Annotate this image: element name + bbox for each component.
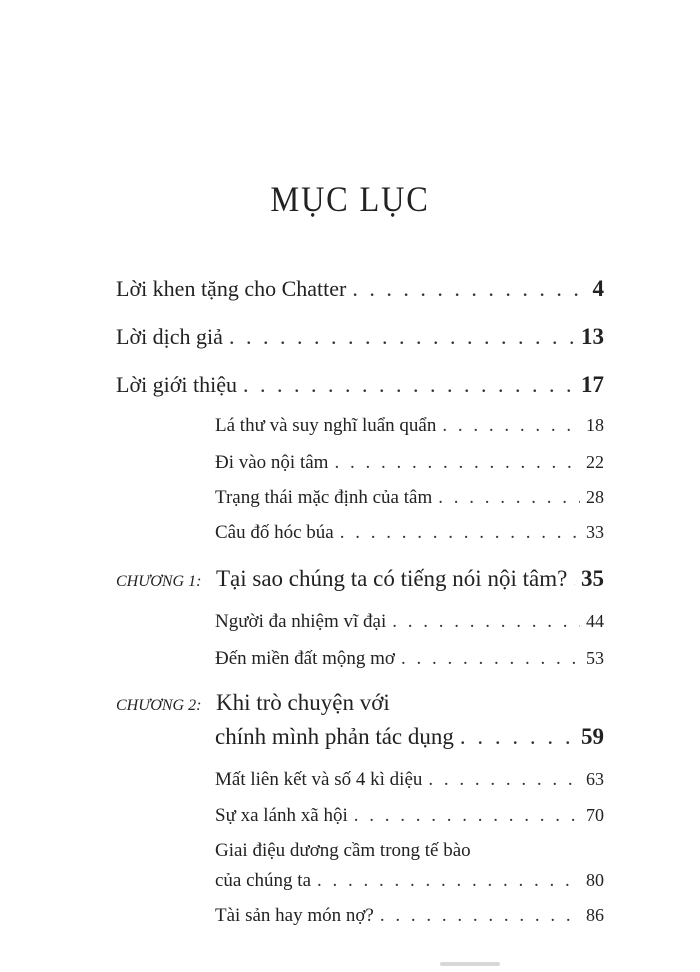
toc-entry xyxy=(116,276,604,302)
chapter-label: CHƯƠNG 2: xyxy=(116,697,202,714)
toc-entry-page: 33 xyxy=(586,522,604,542)
dot-leader xyxy=(460,724,575,750)
dot-leader xyxy=(392,611,580,633)
toc-subentry xyxy=(215,805,604,827)
toc-subentry-continuation xyxy=(215,870,604,892)
toc-entry-title: Đến miền đất mộng mơ xyxy=(215,648,395,669)
toc-entry-title: Tại sao chúng ta có tiếng nói nội tâm? xyxy=(216,566,568,591)
toc-entry-page: 28 xyxy=(586,487,604,507)
toc-chapter xyxy=(116,690,604,716)
toc-entry-page: 44 xyxy=(586,611,604,631)
dot-leader xyxy=(340,522,580,544)
dot-leader xyxy=(317,870,580,892)
toc-entry-title: Trạng thái mặc định của tâm xyxy=(215,487,433,508)
toc-subentry xyxy=(215,522,604,544)
toc-entry-page: 35 xyxy=(581,566,604,591)
toc-entry-title: Câu đố hóc búa xyxy=(215,522,334,543)
dot-leader xyxy=(229,324,575,350)
dot-leader xyxy=(243,372,575,398)
toc-entry-page: 4 xyxy=(592,276,604,301)
toc-entry-title: Lá thư và suy nghĩ luẩn quẩn xyxy=(215,415,437,436)
chapter-label: CHƯƠNG 1: xyxy=(116,573,202,590)
toc-entry-title-line1: Khi trò chuyện với xyxy=(216,690,390,715)
toc-entry-title: Sự xa lánh xã hội xyxy=(215,805,348,826)
toc-entry-title: Mất liên kết và số 4 kì diệu xyxy=(215,769,423,790)
toc-entry-title-line2: chính mình phản tác dụng xyxy=(215,724,454,749)
toc-entry-page: 70 xyxy=(586,805,604,825)
toc-entry-page: 53 xyxy=(586,648,604,668)
toc-subentry xyxy=(215,905,604,927)
toc-entry-title-line2: của chúng ta xyxy=(215,870,312,891)
toc-entry-title: Lời khen tặng cho Chatter xyxy=(116,276,347,301)
toc-entry-title-line1: Giai điệu dương cầm trong tế bào xyxy=(215,840,471,861)
toc-entry-page: 59 xyxy=(581,724,604,749)
toc-entry-page: 22 xyxy=(586,452,604,472)
dot-leader xyxy=(354,805,580,827)
dot-leader xyxy=(334,452,580,474)
page-title: MỤC LỤC xyxy=(270,179,430,219)
toc-subentry xyxy=(215,840,604,862)
dot-leader xyxy=(401,648,580,670)
dot-leader xyxy=(352,276,586,302)
toc-subentry xyxy=(215,452,604,474)
dot-leader xyxy=(438,487,580,509)
toc-entry-title: Tài sản hay món nợ? xyxy=(215,905,374,926)
toc-chapter-continuation xyxy=(215,724,604,750)
dot-leader xyxy=(380,905,580,927)
toc-entry-page: 86 xyxy=(586,905,604,925)
toc-entry-page: 17 xyxy=(581,372,604,397)
toc-entry-title: Đi vào nội tâm xyxy=(215,452,329,473)
toc-subentry xyxy=(215,415,604,437)
dot-leader xyxy=(428,769,580,791)
toc-subentry xyxy=(215,611,604,633)
toc-subentry xyxy=(215,648,604,670)
toc-entry-title: Người đa nhiệm vĩ đại xyxy=(215,611,387,632)
toc-entry-page: 18 xyxy=(586,415,604,435)
dot-leader xyxy=(573,566,575,592)
toc-entry-page: 13 xyxy=(581,324,604,349)
toc-entry xyxy=(116,324,604,350)
toc-subentry xyxy=(215,487,604,509)
dot-leader xyxy=(442,415,580,437)
toc-entry-title: Lời dịch giả xyxy=(116,324,223,349)
toc-entry xyxy=(116,372,604,398)
toc-entry-page: 80 xyxy=(586,870,604,890)
toc-subentry xyxy=(215,769,604,791)
page-edge-mark xyxy=(440,962,500,966)
toc-entry-page: 63 xyxy=(586,769,604,789)
toc-entry-title: Lời giới thiệu xyxy=(116,372,238,397)
toc-chapter xyxy=(116,566,604,592)
